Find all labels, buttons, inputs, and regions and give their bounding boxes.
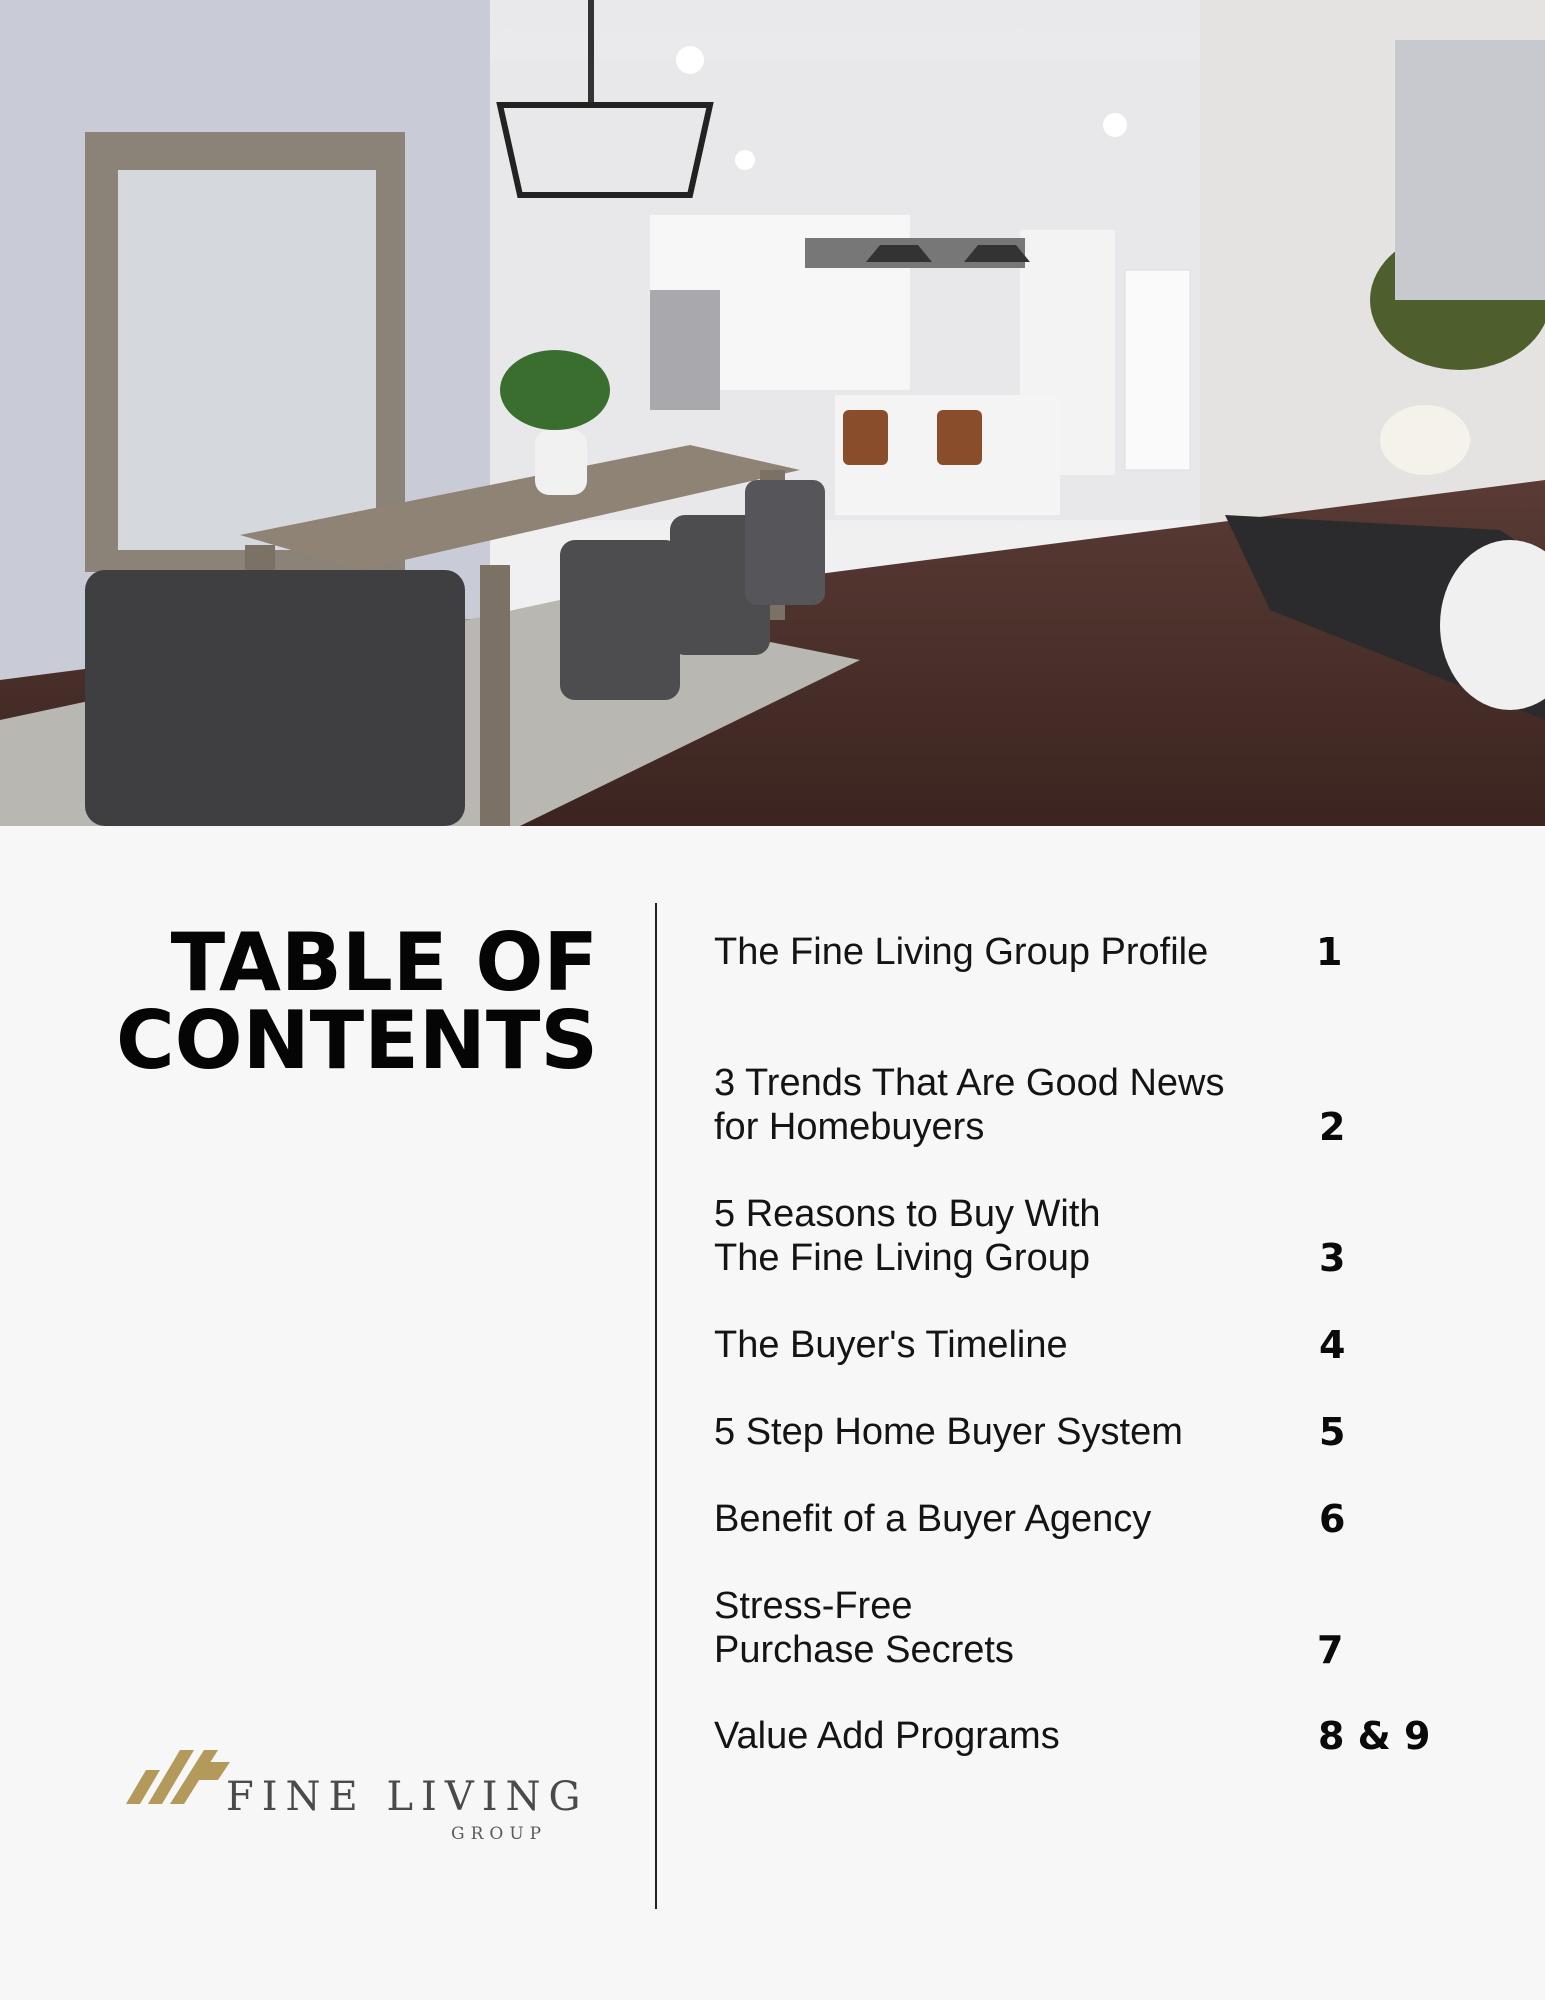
page-title [60,916,598,1087]
toc-entry-title: Stress-Free Purchase Secrets [714,1585,1014,1671]
logo [126,1740,589,1844]
page-title-line1: TABLE OF [170,916,598,1009]
toc-entry-page: 8 & 9 [1318,1714,1431,1758]
toc-entry[interactable] [714,1714,1474,1758]
toc-entry-title: The Buyer's Timeline [714,1324,1068,1366]
logo-wordmark: FINE LIVING [226,1774,589,1820]
toc-entry[interactable] [714,1497,1474,1541]
logo-subtitle: GROUP [451,1824,548,1844]
toc-entry-page: 6 [1319,1497,1346,1541]
toc-entry-title: 5 Reasons to Buy With The Fine Living Group [714,1193,1101,1279]
toc-entry-title: Benefit of a Buyer Agency [714,1498,1152,1540]
toc-entry[interactable] [714,1061,1474,1149]
toc-entry[interactable] [714,1192,1474,1280]
hero-photo [0,0,1545,826]
toc-entry-title: 3 Trends That Are Good News for Homebuyers [714,1062,1225,1148]
column-divider [655,903,657,1909]
toc-entry[interactable] [714,930,1474,974]
toc-entry[interactable] [714,1323,1474,1367]
roof-logo-icon [126,1740,236,1820]
toc-entry-page: 7 [1317,1628,1344,1672]
toc-entry-page: 1 [1316,930,1343,974]
toc-entry[interactable] [714,1410,1474,1454]
toc-entry-title: 5 Step Home Buyer System [714,1411,1183,1453]
toc-entry-page: 5 [1319,1410,1346,1454]
toc-entry-page: 3 [1319,1236,1346,1280]
toc-entry-page: 4 [1319,1323,1346,1367]
page-title-line2: CONTENTS [115,994,598,1087]
toc-entry[interactable] [714,1584,1474,1672]
toc-entry-title: The Fine Living Group Profile [714,931,1209,973]
toc-entry-page: 2 [1319,1105,1346,1149]
toc-entry-title: Value Add Programs [714,1715,1060,1757]
